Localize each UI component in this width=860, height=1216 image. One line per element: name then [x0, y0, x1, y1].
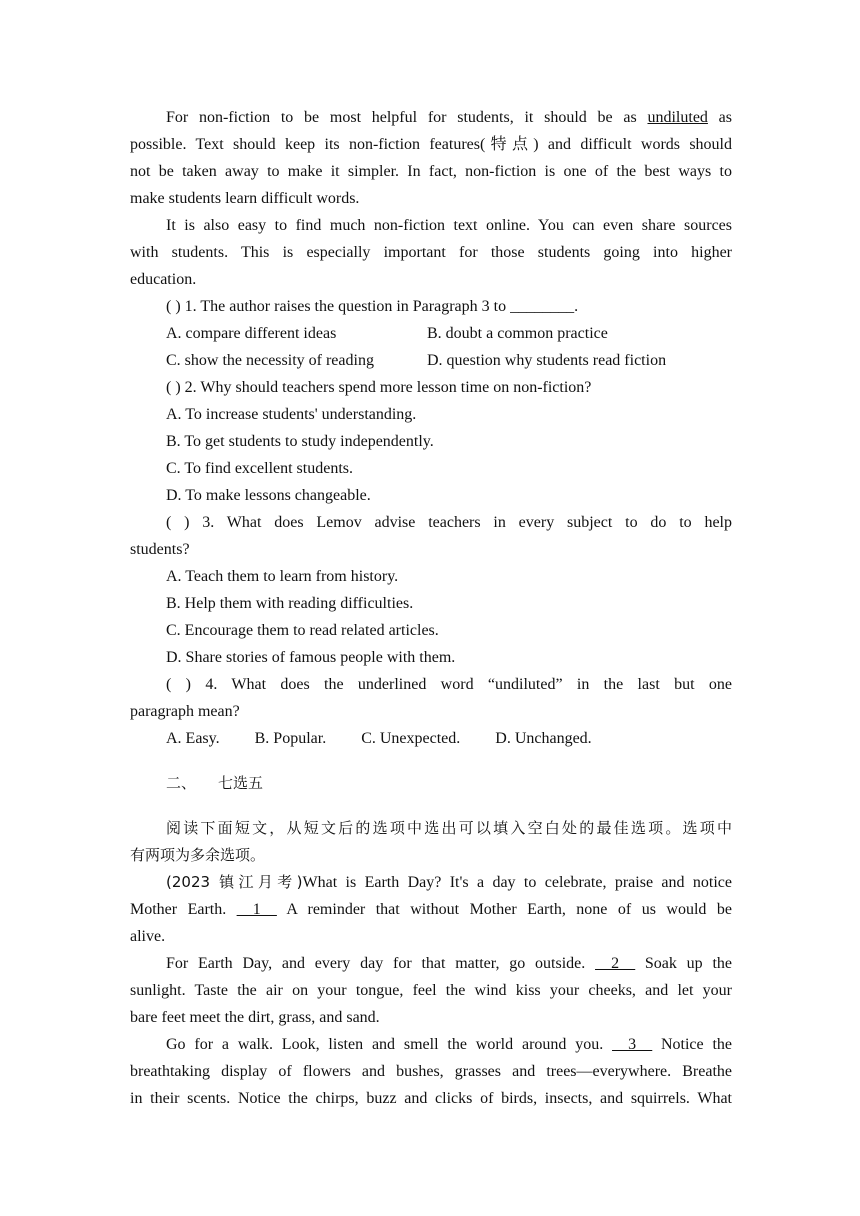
document-body — [130, 104, 732, 1112]
blank-3: __3__ — [612, 1036, 653, 1053]
passage-line — [130, 869, 732, 896]
option-a: A. Teach them to learn from history. — [166, 568, 399, 585]
paragraph-line: education. — [130, 271, 197, 288]
text-span: For Earth Day, and every day for that matter, go outside. — [166, 955, 596, 972]
option-d: D. To make lessons changeable. — [166, 487, 371, 504]
question-4-stem: ( ) 4. What does the underlined word “undiluted” in the last but one — [166, 676, 732, 693]
text-span: For non-fiction to be most helpful for students, it should be as — [166, 109, 648, 126]
question-1-options-row — [130, 320, 732, 347]
paragraph-line — [130, 104, 732, 131]
passage-line: breathtaking display of flowers and bushes, grasses and trees—everywhere. Breathe — [130, 1063, 732, 1080]
option-b: B. Popular. — [254, 730, 327, 747]
passage-line — [130, 896, 732, 923]
option-a: A. To increase students' understanding. — [166, 406, 417, 423]
text-span: as — [707, 109, 733, 126]
paragraph-line: possible. Text should keep its non-fiction features(特点) and difficult words should — [130, 136, 732, 153]
question-3-stem-cont: students? — [130, 541, 190, 558]
question-3-stem: ( ) 3. What does Lemov advise teachers in every subject to do to help — [166, 514, 732, 531]
option-a: A. Easy. — [166, 730, 220, 747]
blank-2: __2__ — [595, 955, 636, 972]
option-c: C. To find excellent students. — [166, 460, 353, 477]
underlined-word: undiluted — [647, 109, 708, 126]
paragraph-line: It is also easy to find much non-fiction text online. You can even share sources — [166, 217, 732, 234]
text-span: Soak up the — [635, 955, 732, 972]
passage-line — [130, 950, 732, 977]
text-span: What is Earth Day? It's a day to celebrate, praise and notice — [302, 874, 732, 891]
text-span: Mother Earth. — [130, 901, 237, 918]
text-span: Notice the — [652, 1036, 733, 1053]
option-c: C. Unexpected. — [361, 730, 461, 747]
option-b: B. To get students to study independently. — [166, 433, 434, 450]
option-b: B. doubt a common practice — [427, 325, 608, 342]
question-1-stem: ( ) 1. The author raises the question in Paragraph 3 to ________. — [166, 298, 579, 315]
text-span: A reminder that without Mother Earth, none of us would be — [276, 901, 733, 918]
paragraph-line: with students. This is especially important for those students going into higher — [130, 244, 732, 261]
section-heading — [130, 770, 732, 797]
question-4-stem-cont: paragraph mean? — [130, 703, 240, 720]
option-d: D. Unchanged. — [495, 730, 592, 747]
question-2-stem: ( ) 2. Why should teachers spend more lesson time on non-fiction? — [166, 379, 592, 396]
option-a: A. compare different ideas — [166, 325, 337, 342]
passage-line: alive. — [130, 928, 166, 945]
question-4-options-row — [130, 725, 732, 752]
instructions-line: 阅读下面短文，从短文后的选项中选出可以填入空白处的最佳选项。选项中 — [166, 819, 732, 837]
source-note: (2023 镇江月考) — [166, 873, 303, 891]
section-number: 二、 — [166, 774, 197, 792]
option-c: C. Encourage them to read related articles. — [166, 622, 439, 639]
passage-line: bare feet meet the dirt, grass, and sand. — [130, 1009, 380, 1026]
option-b: B. Help them with reading difficulties. — [166, 595, 414, 612]
passage-line — [130, 1031, 732, 1058]
passage-line: sunlight. Taste the air on your tongue, feel the wind kiss your cheeks, and let your — [130, 982, 732, 999]
option-d: D. question why students read fiction — [427, 352, 667, 369]
section-title: 七选五 — [218, 774, 264, 792]
paragraph-line: not be taken away to make it simpler. In fact, non-fiction is one of the best ways to — [130, 163, 732, 180]
option-d: D. Share stories of famous people with them. — [166, 649, 456, 666]
question-1-options-row — [130, 347, 732, 374]
text-span: Go for a walk. Look, listen and smell the world around you. — [166, 1036, 613, 1053]
option-c: C. show the necessity of reading — [166, 352, 374, 369]
blank-1: __1__ — [236, 901, 277, 918]
passage-line: in their scents. Notice the chirps, buzz and clicks of birds, insects, and squirrels. What — [130, 1090, 732, 1107]
instructions-line: 有两项为多余选项。 — [130, 846, 266, 864]
paragraph-line: make students learn difficult words. — [130, 190, 360, 207]
